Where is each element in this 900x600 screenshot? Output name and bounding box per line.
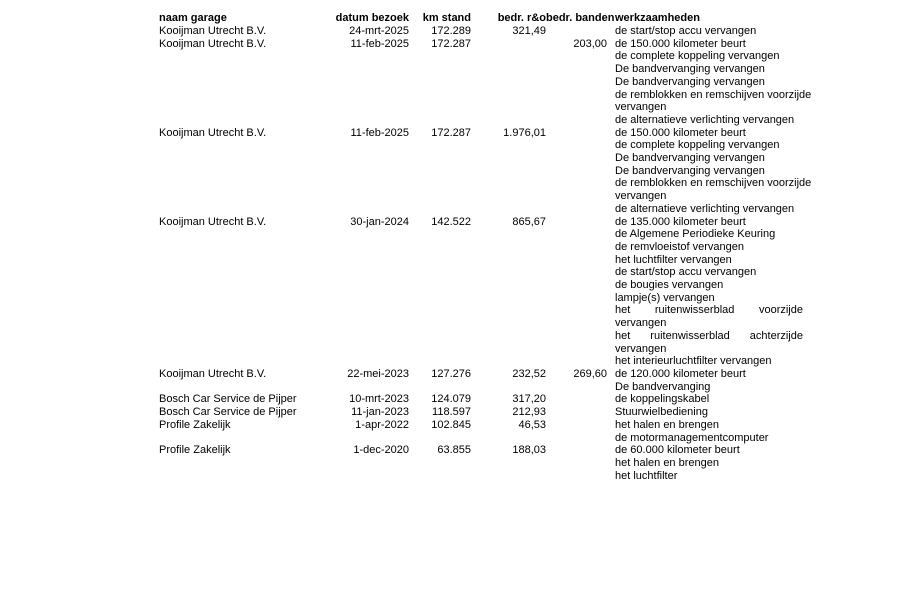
- work-line: De bandvervanging vervangen: [615, 164, 765, 177]
- work-line: de 135.000 kilometer beurt: [615, 215, 746, 228]
- work-line: Stuurwielbediening: [615, 406, 708, 419]
- tyres-amount-cell: [546, 216, 607, 368]
- work-cell: [607, 393, 839, 406]
- date-cell: 24-mrt-2025: [349, 25, 409, 37]
- km-cell: 172.287: [431, 37, 471, 50]
- date-cell: 10-mrt-2023: [349, 393, 409, 406]
- work-line: het interieurluchtfilter vervangen: [615, 355, 772, 368]
- work-line: de 60.000 kilometer beurt: [615, 444, 740, 457]
- table-row: [159, 393, 839, 406]
- tyres-amount-cell: [546, 406, 607, 419]
- date-cell: 30-jan-2024: [350, 215, 409, 228]
- work-line: de Algemene Periodieke Keuring: [615, 228, 776, 241]
- repair-amount-cell: 46,53: [518, 418, 546, 431]
- garage-cell: Bosch Car Service de Pijper: [159, 406, 297, 419]
- date-cell: 22-mei-2023: [347, 367, 409, 380]
- table-row: [159, 406, 839, 419]
- work-line: het ruitenwisserblad achterzijde: [615, 329, 803, 342]
- garage-cell: Kooijman Utrecht B.V.: [159, 367, 267, 380]
- work-line: De bandvervanging vervangen: [615, 152, 765, 165]
- work-line: de start/stop accu vervangen: [615, 25, 757, 37]
- table-row: [159, 216, 839, 368]
- table-row: [159, 419, 839, 444]
- header-row: [159, 12, 839, 25]
- work-line: de complete koppeling vervangen: [615, 139, 780, 152]
- work-line: de remblokken en remschijven voorzijde: [615, 177, 812, 190]
- date-cell: 1-apr-2022: [355, 418, 409, 431]
- work-line: De bandvervanging vervangen: [615, 75, 765, 88]
- work-line: de motormanagementcomputer: [615, 431, 769, 444]
- work-line: de 150.000 kilometer beurt: [615, 37, 746, 50]
- date-cell: 11-feb-2025: [350, 37, 409, 50]
- repair-amount-cell: 321,49: [512, 25, 546, 37]
- km-cell: 118.597: [432, 406, 471, 419]
- date-cell: 1-dec-2020: [353, 444, 409, 457]
- work-line: het luchtfilter: [615, 469, 678, 482]
- repair-amount-cell: [471, 38, 546, 127]
- repair-amount-cell: 212,93: [512, 406, 546, 419]
- column-header-garage: naam garage: [159, 12, 227, 24]
- km-cell: 124.079: [431, 393, 471, 406]
- maintenance-history-table: [159, 12, 839, 482]
- table-row: [159, 25, 839, 38]
- date-cell: 11-feb-2025: [350, 126, 409, 139]
- work-line: de complete koppeling vervangen: [615, 50, 780, 63]
- tyres-amount-cell: [546, 444, 607, 482]
- garage-cell: Kooijman Utrecht B.V.: [159, 126, 267, 139]
- tyres-amount-cell: 269,60: [573, 367, 607, 380]
- repair-amount-cell: 317,20: [512, 393, 546, 406]
- garage-cell: Kooijman Utrecht B.V.: [159, 37, 267, 50]
- work-line: vervangen: [615, 342, 667, 355]
- garage-cell: Profile Zakelijk: [159, 444, 231, 457]
- tyres-amount-cell: [546, 419, 607, 444]
- work-cell: [607, 25, 839, 38]
- column-header-km: km stand: [422, 12, 471, 24]
- work-line: het luchtfilter vervangen: [615, 253, 732, 266]
- km-cell: 172.289: [431, 25, 471, 37]
- work-line: vervangen: [615, 190, 667, 203]
- work-line: lampje(s) vervangen: [615, 291, 715, 304]
- tyres-amount-cell: [546, 393, 607, 406]
- repair-amount-cell: 232,52: [512, 367, 546, 380]
- km-cell: 172.287: [431, 126, 471, 139]
- garage-cell: Profile Zakelijk: [159, 418, 231, 431]
- repair-amount-cell: 1.976,01: [503, 126, 546, 139]
- table-row: [159, 127, 839, 216]
- work-cell: [607, 368, 839, 393]
- work-line: de alternatieve verlichting vervangen: [615, 113, 795, 126]
- work-cell: [607, 216, 839, 368]
- date-cell: 11-jan-2023: [351, 406, 409, 419]
- garage-cell: Bosch Car Service de Pijper: [159, 393, 297, 406]
- tyres-amount-cell: 203,00: [573, 37, 607, 50]
- work-line: de alternatieve verlichting vervangen: [615, 202, 795, 215]
- work-line: de remblokken en remschijven voorzijde: [615, 88, 812, 101]
- work-line: het ruitenwisserblad voorzijde: [615, 304, 803, 317]
- column-header-tyres-amount: bedr. banden: [546, 12, 615, 24]
- km-cell: 127.276: [431, 367, 471, 380]
- work-cell: [607, 444, 839, 482]
- work-line: De bandvervanging: [615, 380, 711, 393]
- work-line: de koppelingskabel: [615, 393, 710, 406]
- work-line: De bandvervanging vervangen: [615, 63, 765, 76]
- column-header-work: werkzaamheden: [615, 12, 700, 24]
- km-cell: 142.522: [431, 215, 471, 228]
- repair-amount-cell: 188,03: [512, 444, 546, 457]
- work-line: de 150.000 kilometer beurt: [615, 126, 746, 139]
- table-row: [159, 38, 839, 127]
- work-cell: [607, 38, 839, 127]
- garage-cell: Kooijman Utrecht B.V.: [159, 25, 267, 37]
- work-line: de bougies vervangen: [615, 279, 724, 292]
- column-header-date: datum bezoek: [335, 12, 409, 24]
- work-line: de remvloeistof vervangen: [615, 240, 745, 253]
- work-line: de start/stop accu vervangen: [615, 266, 757, 279]
- table-row: [159, 444, 839, 482]
- maintenance-history-sheet: [159, 12, 839, 482]
- work-line: vervangen: [615, 101, 667, 114]
- work-line: vervangen: [615, 317, 667, 330]
- work-cell: [607, 406, 839, 419]
- column-header-repair-amount: bedr. r&o: [497, 12, 546, 24]
- repair-amount-cell: 865,67: [512, 215, 546, 228]
- work-line: het halen en brengen: [615, 418, 719, 431]
- tyres-amount-cell: [546, 25, 607, 38]
- km-cell: 63.855: [437, 444, 471, 457]
- tyres-amount-cell: [546, 127, 607, 216]
- work-line: de 120.000 kilometer beurt: [615, 367, 746, 380]
- km-cell: 102.845: [431, 418, 471, 431]
- work-line: het halen en brengen: [615, 456, 719, 469]
- garage-cell: Kooijman Utrecht B.V.: [159, 215, 267, 228]
- table-row: [159, 368, 839, 393]
- work-cell: [607, 419, 839, 444]
- work-cell: [607, 127, 839, 216]
